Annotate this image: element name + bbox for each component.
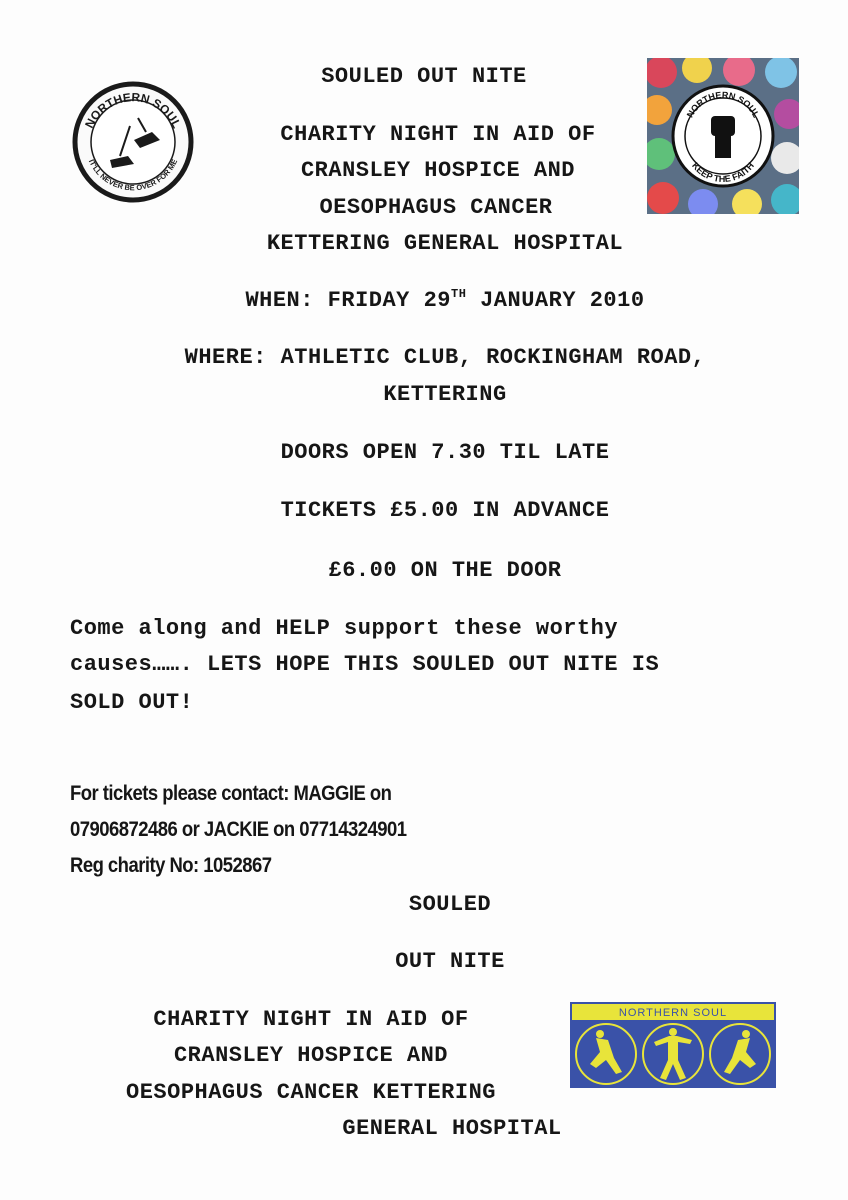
appeal-line-2: causes……. LETS HOPE THIS SOULED OUT NITE IS [70, 652, 660, 677]
event-title: SOULED OUT NITE [321, 64, 527, 89]
svg-text:NORTHERN SOUL: NORTHERN SOUL [684, 89, 762, 120]
svg-text:NORTHERN SOUL: NORTHERN SOUL [82, 90, 184, 131]
event-venue-line-1: WHERE: ATHLETIC CLUB, ROCKINGHAM ROAD, [184, 345, 706, 370]
charity-number: Reg charity No: 1052867 [70, 854, 272, 877]
event-date-ordinal: TH [451, 287, 467, 301]
doors-open: DOORS OPEN 7.30 TIL LATE [280, 440, 610, 465]
tickets-door: £6.00 ON THE DOOR [328, 558, 562, 583]
footer-charity-line-2: CRANSLEY HOSPICE AND [173, 1043, 449, 1068]
svg-text:IT'LL NEVER BE OVER FOR ME: IT'LL NEVER BE OVER FOR ME [86, 157, 180, 193]
svg-text:KEEP THE FAITH: KEEP THE FAITH [690, 160, 756, 185]
footer-charity-line-1: CHARITY NIGHT IN AID OF [153, 1007, 469, 1032]
appeal-line-1: Come along and HELP support these worthy [70, 616, 619, 641]
event-date-suffix: JANUARY 2010 [466, 288, 645, 313]
svg-text:NORTHERN SOUL: NORTHERN SOUL [618, 1007, 728, 1019]
footer-title-line-2: OUT NITE [395, 949, 505, 974]
charity-line-3: OESOPHAGUS CANCER [319, 195, 553, 220]
contact-line-2: 07906872486 or JACKIE on 07714324901 [70, 818, 407, 841]
event-venue-line-2: KETTERING [383, 382, 507, 407]
northern-soul-dancers-logo [570, 1002, 776, 1088]
appeal-line-3: SOLD OUT! [70, 690, 194, 715]
charity-line-4: KETTERING GENERAL HOSPITAL [266, 231, 624, 256]
tickets-advance: TICKETS £5.00 IN ADVANCE [280, 498, 610, 523]
event-date [0, 288, 848, 313]
footer-charity-line-3: OESOPHAGUS CANCER KETTERING [126, 1080, 496, 1105]
footer-title-line-1: SOULED [408, 892, 492, 917]
event-date-prefix: WHEN: FRIDAY 29 [245, 288, 451, 313]
charity-line-1: CHARITY NIGHT IN AID OF [280, 122, 596, 147]
charity-line-2: CRANSLEY HOSPICE AND [300, 158, 576, 183]
footer-charity-line-4: GENERAL HOSPITAL [342, 1116, 562, 1141]
contact-line-1: For tickets please contact: MAGGIE on [70, 782, 392, 805]
